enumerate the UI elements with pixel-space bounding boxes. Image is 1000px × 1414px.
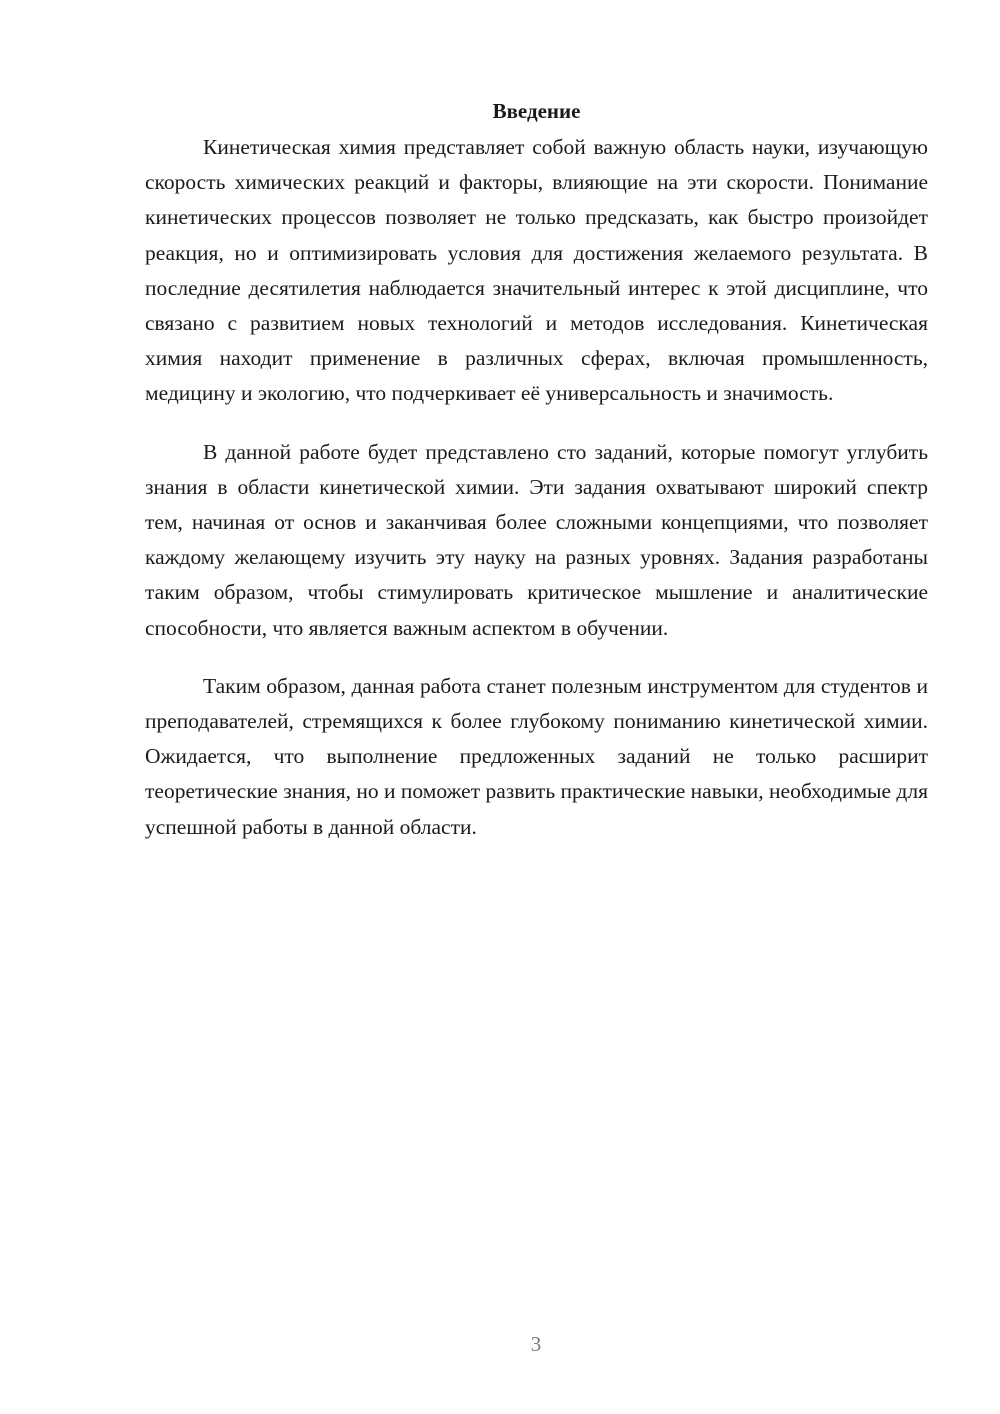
paragraph-1: Кинетическая химия представляет собой важную область науки, изучающую скорость химических реакций и факторы, влияющие на эти скорости. Понимание кинетических процессов позволяет не только предсказать, как быстро произойдет реакция, но и оптимизировать условия для достижения желаемого результата. В последние десятилетия наблюдается значительный интерес к этой дисциплине, что связано с развитием новых технологий и методов исследования. Кинетическая химия находит применение в различных сферах, включая промышленность, медицину и экологию, что подчеркивает её универсальность и значимость.: [145, 135, 928, 406]
page-content: [145, 96, 928, 868]
paragraph-3: Таким образом, данная работа станет полезным инструментом для студентов и преподавателей, стремящихся к более глубокому пониманию кинетической химии. Ожидается, что выполнение предложенных заданий не только расширит теоретические знания, но и поможет развить практические навыки, необходимые для успешной работы в данной области.: [145, 673, 928, 839]
section-heading: Введение: [492, 99, 581, 123]
page-number: 3: [530, 1332, 542, 1356]
paragraph-2: В данной работе будет представлено сто заданий, которые помогут углубить знания в области кинетической химии. Эти задания охватывают широкий спектр тем, начиная от основ и заканчивая более сложными концепциями, что позволяет каждому желающему изучить эту науку на разных уровнях. Задания разработаны таким образом, чтобы стимулировать критическое мышление и аналитические способности, что является важным аспектом в обучении.: [145, 439, 928, 640]
